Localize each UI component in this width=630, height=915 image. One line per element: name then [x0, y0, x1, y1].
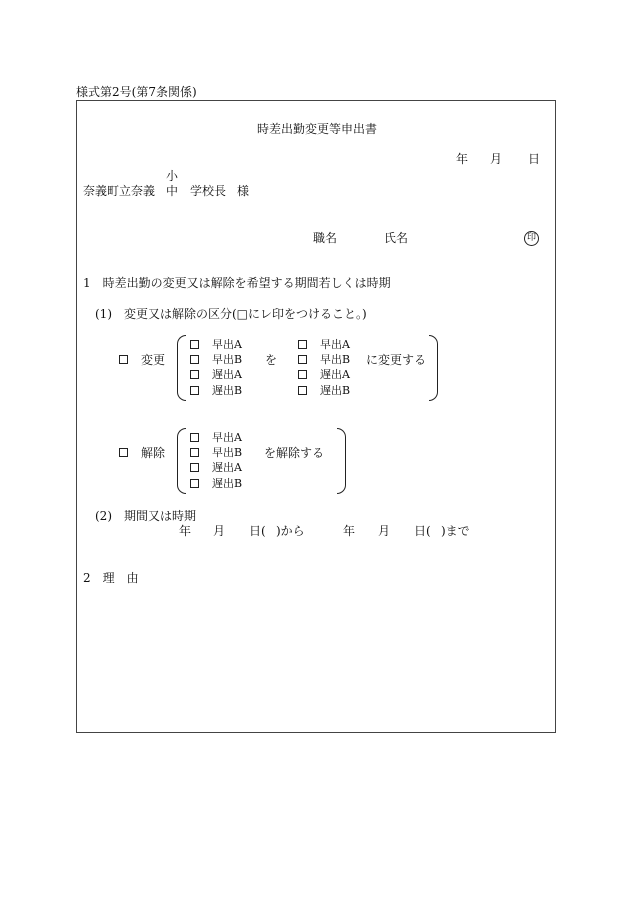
addressee-town: 奈義町立奈義: [83, 184, 156, 198]
cancel-option-2: 早出B: [212, 446, 243, 459]
form-number: 様式第2号(第7条関係): [76, 85, 197, 99]
school-type-small: 小: [166, 169, 179, 183]
change-checkbox[interactable]: [119, 355, 128, 364]
seal-mark: 印: [524, 231, 539, 246]
cancel-checkbox-3[interactable]: [190, 463, 199, 472]
to-close-label: )まで: [441, 524, 470, 538]
addressee-principal: 学校長: [190, 184, 227, 198]
change-from-checkbox-1[interactable]: [190, 340, 199, 349]
from-year-label: 年: [179, 524, 192, 538]
change-right-brace: [429, 335, 438, 401]
date-year-label: 年: [456, 152, 469, 166]
section1-heading: 1 時差出勤の変更又は解除を希望する期間若しくは時期: [83, 276, 391, 290]
change-to-option-2: 早出B: [320, 353, 351, 366]
school-type-middle: 中: [166, 184, 179, 198]
change-from-option-2: 早出B: [212, 353, 243, 366]
date-month-label: 月: [490, 152, 503, 166]
change-to-checkbox-1[interactable]: [298, 340, 307, 349]
change-to-checkbox-2[interactable]: [298, 355, 307, 364]
change-from-checkbox-2[interactable]: [190, 355, 199, 364]
change-to-option-1: 早出A: [320, 338, 350, 351]
change-to-checkbox-4[interactable]: [298, 386, 307, 395]
position-label: 職名: [313, 231, 338, 245]
change-left-brace: [177, 335, 186, 401]
change-to-option-4: 遅出B: [320, 384, 351, 397]
sub2-heading: (2) 期間又は時期: [95, 509, 196, 523]
cancel-checkbox-2[interactable]: [190, 448, 199, 457]
cancel-option-4: 遅出B: [212, 477, 243, 490]
to-month-label: 月: [378, 524, 391, 538]
cancel-option-1: 早出A: [212, 431, 242, 444]
change-from-option-1: 早出A: [212, 338, 242, 351]
section2-heading: 2 理 由: [83, 571, 139, 585]
cancel-checkbox[interactable]: [119, 448, 128, 457]
cancel-left-brace: [177, 428, 186, 494]
cancel-checkbox-1[interactable]: [190, 433, 199, 442]
cancel-option-3: 遅出A: [212, 461, 242, 474]
date-day-label: 日: [528, 152, 541, 166]
change-to-option-3: 遅出A: [320, 368, 350, 381]
change-to-checkbox-3[interactable]: [298, 370, 307, 379]
cancel-right-brace: [337, 428, 346, 494]
to-day-label: 日(: [414, 524, 431, 538]
from-month-label: 月: [213, 524, 226, 538]
cancel-suffix: を解除する: [264, 446, 325, 460]
form-title: 時差出勤変更等申出書: [257, 122, 378, 136]
change-label: 変更: [141, 353, 166, 367]
change-from-checkbox-4[interactable]: [190, 386, 199, 395]
change-from-option-3: 遅出A: [212, 368, 242, 381]
change-connector: を: [265, 353, 278, 367]
cancel-checkbox-4[interactable]: [190, 479, 199, 488]
change-from-option-4: 遅出B: [212, 384, 243, 397]
from-close-label: )から: [276, 524, 305, 538]
sub1-heading: (1) 変更又は解除の区分(□にレ印をつけること。): [95, 307, 367, 321]
change-from-checkbox-3[interactable]: [190, 370, 199, 379]
name-label: 氏名: [384, 231, 409, 245]
to-year-label: 年: [343, 524, 356, 538]
cancel-label: 解除: [141, 446, 166, 460]
change-suffix: に変更する: [366, 353, 427, 367]
from-day-label: 日(: [249, 524, 266, 538]
addressee-honorific: 様: [237, 184, 250, 198]
